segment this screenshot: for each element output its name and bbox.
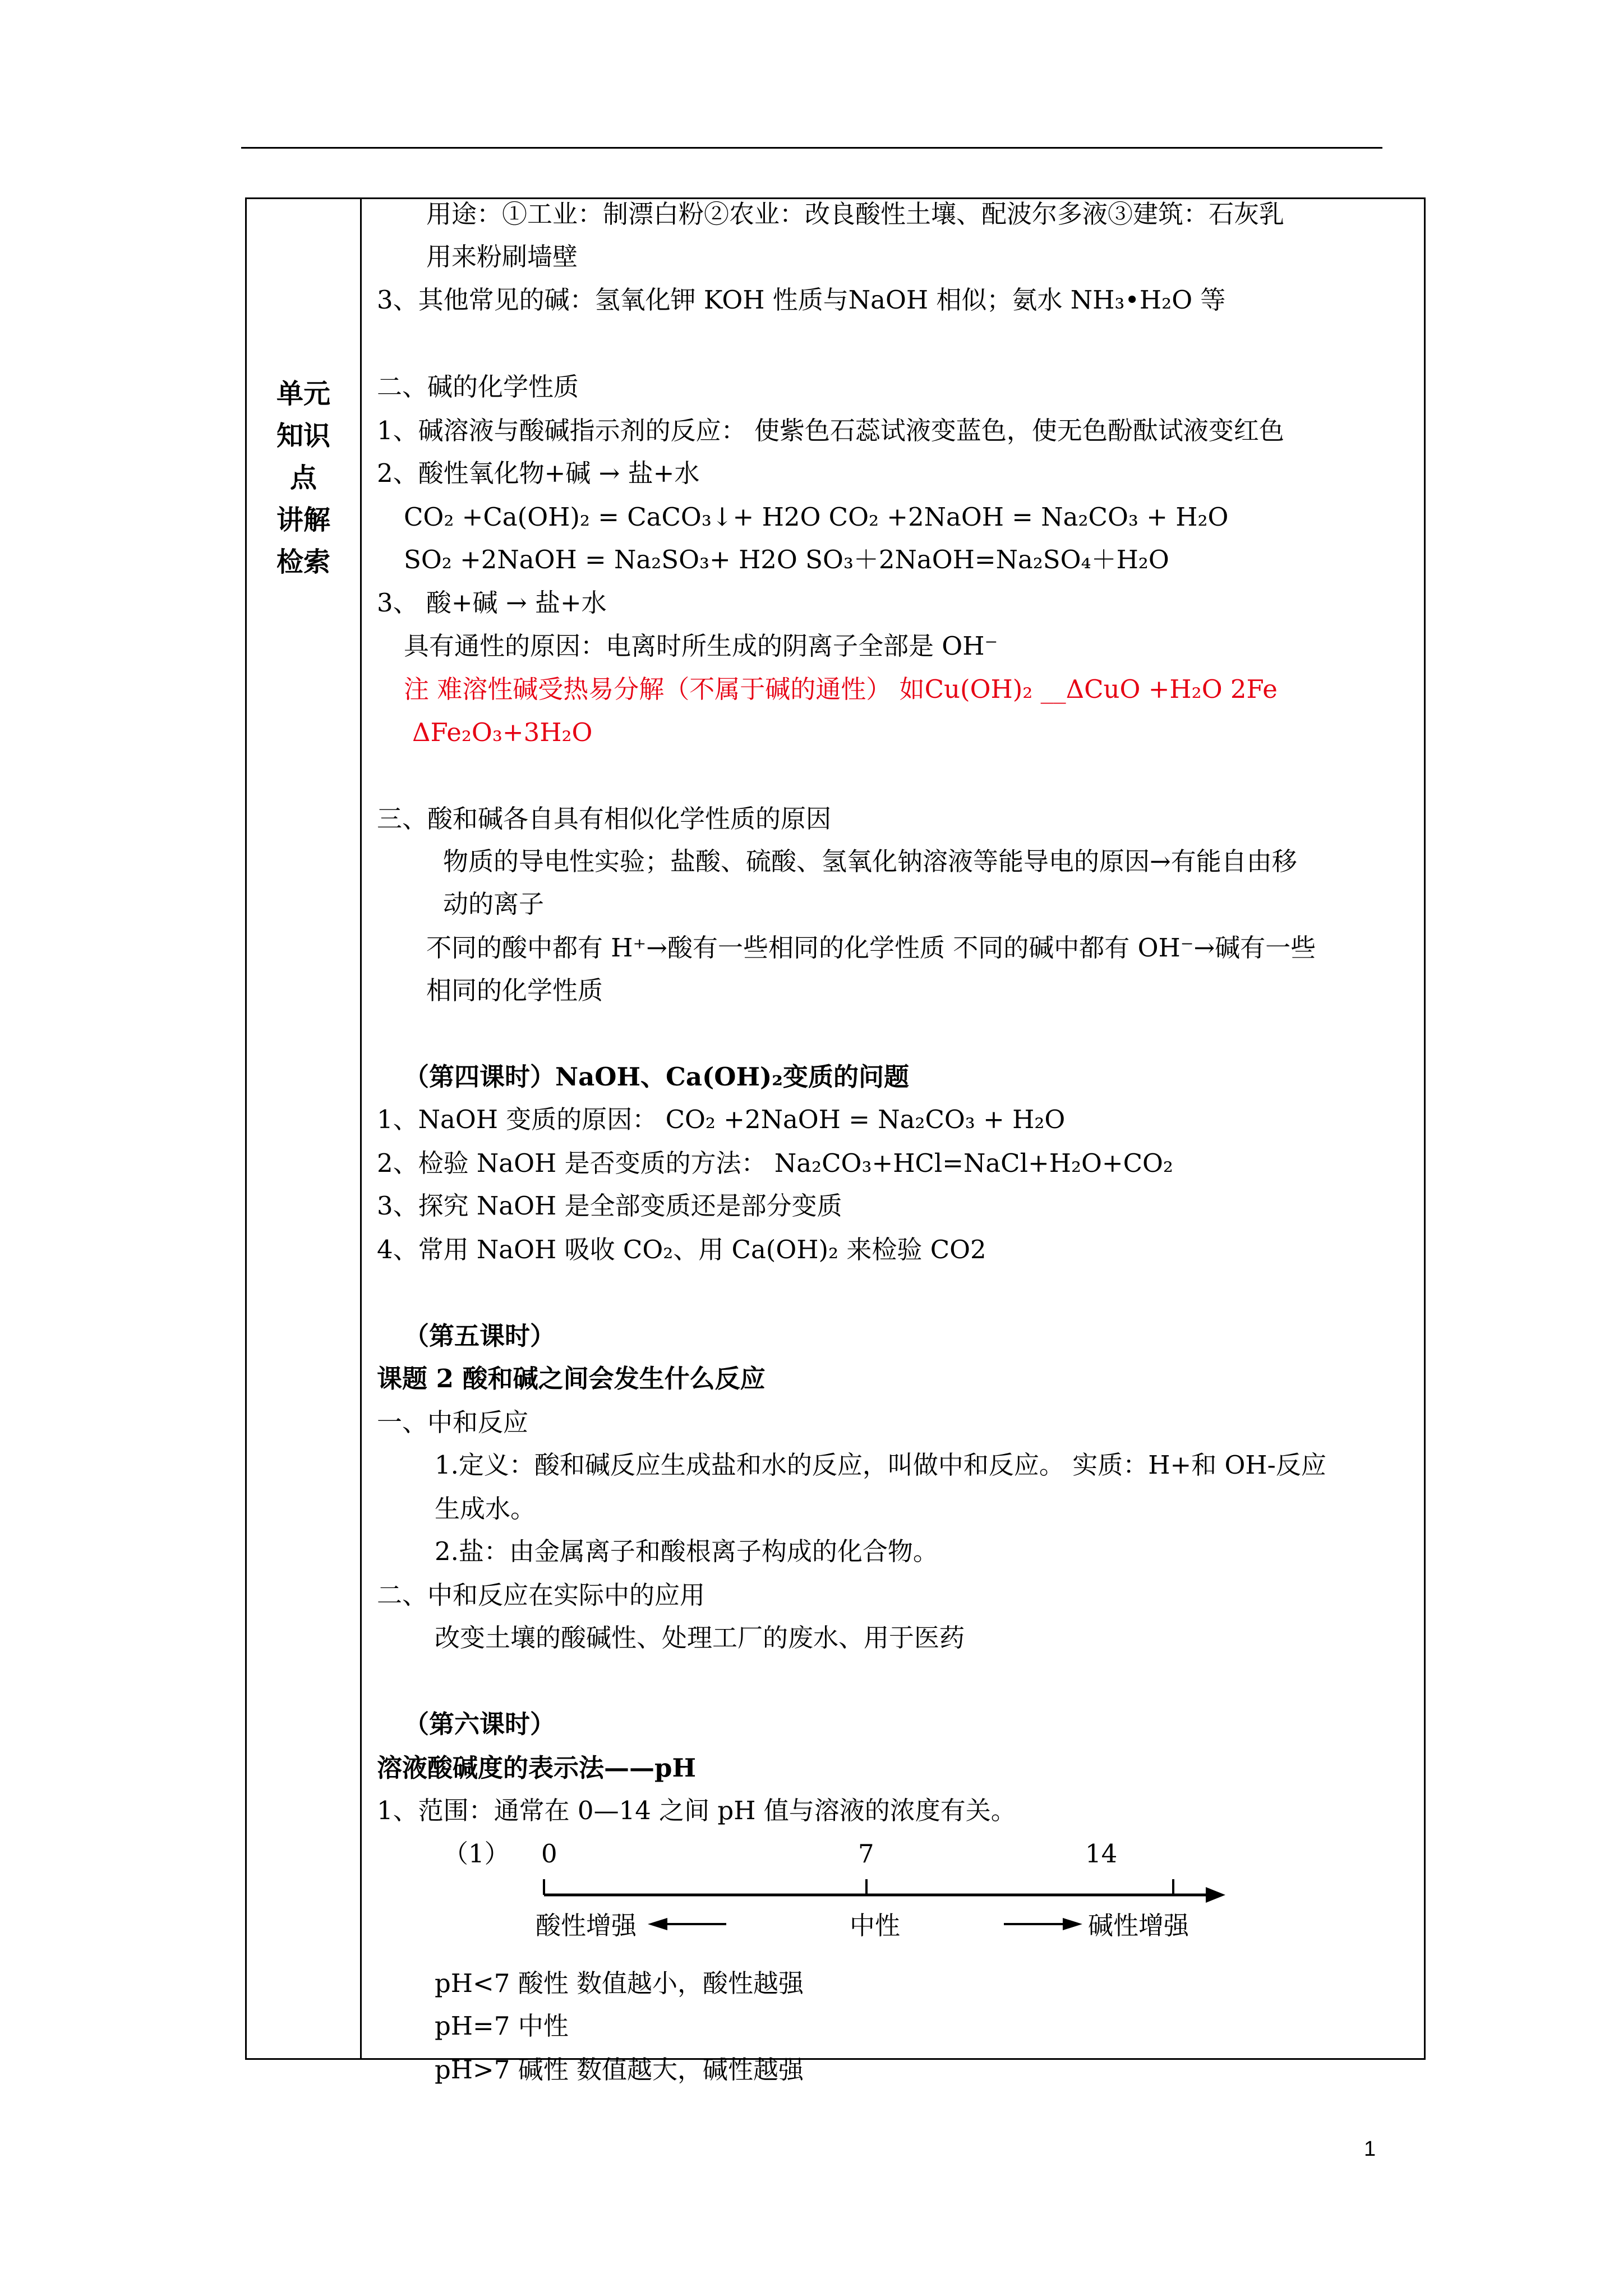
row-label-line: 单元: [276, 378, 330, 409]
ph-tick-label: 7: [858, 1839, 874, 1869]
text-line: 相同的化学性质: [426, 976, 603, 1005]
text-line: （第五课时）: [404, 1321, 556, 1351]
row-label-line: 检索: [276, 546, 330, 578]
text-line: 一、中和反应: [377, 1407, 529, 1437]
text-line: 3、 酸+碱 → 盐+水: [377, 588, 607, 618]
text-line: 生成水。: [435, 1494, 536, 1524]
text-line: 课题 2 酸和碱之间会发生什么反应: [377, 1364, 766, 1393]
text-line: 动的离子: [443, 889, 545, 919]
text-line: 物质的导电性实验；盐酸、硫酸、氢氧化钠溶液等能导电的原因→有能自由移: [443, 846, 1297, 876]
text-line: 1.定义：酸和碱反应生成盐和水的反应，叫做中和反应。 实质：H+和 OH-反应: [435, 1450, 1326, 1480]
text-line: 具有通性的原因：电离时所生成的阴离子全部是 OH⁻: [404, 631, 998, 661]
text-line: 溶液酸碱度的表示法——pH: [377, 1753, 696, 1783]
ph-label-neutral: 中性: [850, 1911, 901, 1940]
text-line: 三、酸和碱各自具有相似化学性质的原因: [377, 804, 832, 834]
ph-scale-index: （1）: [443, 1839, 510, 1869]
text-line: 3、其他常见的碱：氢氧化钾 KOH 性质与NaOH 相似；氨水 NH₃•H₂O 等: [377, 285, 1226, 315]
text-line: SO₂ +2NaOH = Na₂SO₃+ H2O SO₃＋2NaOH=Na₂SO₄＋H₂O: [404, 545, 1169, 574]
text-line: pH<7 酸性 数值越小，酸性越强: [435, 1968, 804, 1998]
ph-label-acid: 酸性增强: [536, 1911, 637, 1940]
text-line: CO₂ +Ca(OH)₂ = CaCO₃↓+ H2O CO₂ +2NaOH = Na₂CO₃ + H₂O: [404, 502, 1229, 532]
text-line: 2、检验 NaOH 是否变质的方法： Na₂CO₃+HCl=NaCl+H₂O+CO₂: [377, 1148, 1173, 1178]
text-line: ΔFe₂O₃+3H₂O: [412, 717, 593, 747]
text-line: 2、酸性氧化物+碱 → 盐+水: [377, 458, 700, 488]
text-line: 不同的酸中都有 H⁺→酸有一些相同的化学性质 不同的碱中都有 OH⁻→碱有一些: [426, 933, 1316, 963]
text-line: 用来粉刷墙壁: [426, 242, 578, 272]
text-line: 用途：①工业：制漂白粉②农业：改良酸性土壤、配波尔多液③建筑：石灰乳: [426, 199, 1285, 229]
text-line: 3、探究 NaOH 是全部变质还是部分变质: [377, 1191, 842, 1221]
text-line: 4、常用 NaOH 吸收 CO₂、用 Ca(OH)₂ 来检验 CO2: [377, 1235, 986, 1264]
ph-tick-label: 14: [1085, 1839, 1118, 1869]
text-line: 2.盐：由金属离子和酸根离子构成的化合物。: [435, 1536, 938, 1566]
text-line: （第六课时）: [404, 1709, 556, 1739]
text-line: 二、碱的化学性质: [377, 372, 579, 402]
text-line: 改变土壤的酸碱性、处理工厂的废水、用于医药: [435, 1623, 965, 1653]
text-line: 注 难溶性碱受热易分解（不属于碱的通性） 如Cu(OH)₂ __ΔCuO +H₂O 2Fe: [404, 674, 1278, 704]
row-label-line: 讲解: [276, 504, 330, 536]
text-line: 1、范围：通常在 0—14 之间 pH 值与溶液的浓度有关。: [377, 1796, 1016, 1825]
text-line: pH=7 中性: [435, 2011, 569, 2041]
text-line: 二、中和反应在实际中的应用: [377, 1580, 706, 1610]
text-line: pH>7 碱性 数值越大，碱性越强: [435, 2055, 804, 2085]
ph-tick-label: 0: [541, 1839, 557, 1869]
row-label-line: 知识: [276, 420, 330, 452]
text-line: 1、碱溶液与酸碱指示剂的反应： 使紫色石蕊试液变蓝色，使无色酚酞试液变红色: [377, 416, 1284, 445]
row-label-line: 点: [289, 462, 317, 494]
text-line: （第四课时）NaOH、Ca(OH)₂变质的问题: [404, 1062, 909, 1092]
ph-label-base: 碱性增强: [1088, 1911, 1189, 1940]
text-line: 1、NaOH 变质的原因： CO₂ +2NaOH = Na₂CO₃ + H₂O: [377, 1105, 1066, 1134]
page-number: 1: [1364, 2137, 1376, 2161]
